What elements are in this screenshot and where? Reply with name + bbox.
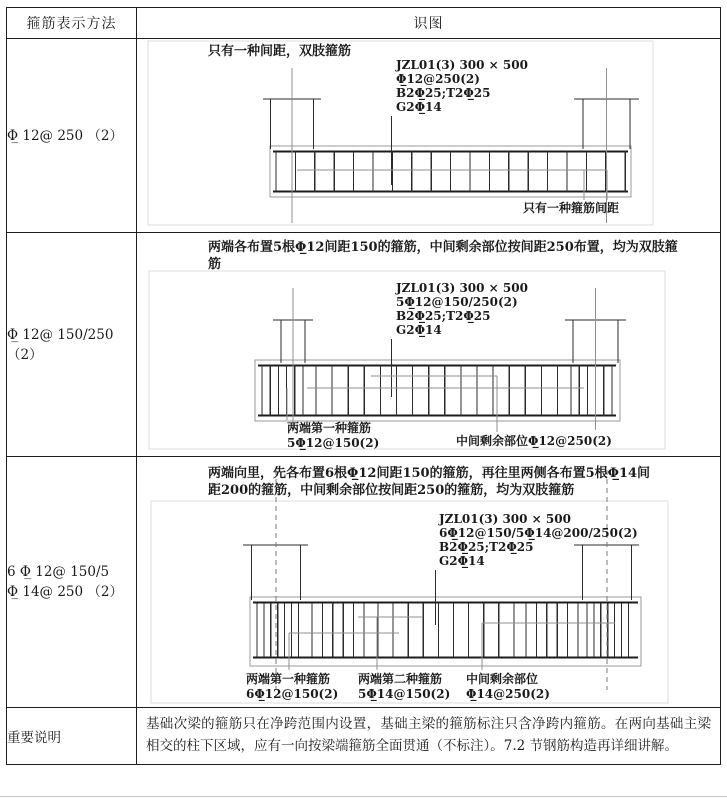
diagram-description: 两端向里，先各布置6根Φ̲12间距150的箍筋，再往里两侧各布置5根Φ̲14间距200的箍筋，中间剩余部位按间距250的箍筋，均为双肢箍筋 bbox=[208, 466, 651, 498]
diagram-description: 只有一种间距，双肢箍筋 bbox=[208, 44, 352, 59]
stirrups-middle bbox=[378, 603, 514, 657]
beam-annotation-line: B2Φ̲25;T2Φ̲25 bbox=[396, 86, 491, 100]
diagram-description: 两端各布置5根Φ̲12间距150的箍筋，中间剩余部位按间距250布置，均为双肢箍筋 bbox=[208, 240, 678, 272]
method-text: Φ̲ 12@ 250 （2） bbox=[7, 127, 123, 144]
beam-diagram-1 bbox=[137, 39, 720, 232]
diagram-cell-1 bbox=[137, 39, 721, 233]
beam-annotation-line: 6Φ̲12@150/5Φ̲14@200/250(2) bbox=[439, 526, 638, 540]
beam-diagram-3 bbox=[137, 457, 720, 707]
beam-annotation-line: B2Φ̲25;T2Φ̲25 bbox=[439, 540, 534, 554]
callout-end-stirrups: 两端第一种箍筋 5Φ̲12@150(2) bbox=[287, 421, 380, 450]
beam-annotation-line: Φ̲12@250(2) bbox=[396, 72, 480, 86]
beam-annotation-block bbox=[396, 281, 528, 337]
table-row bbox=[7, 233, 721, 457]
method-text: 6 Φ̲ 12@ 150/5 bbox=[7, 564, 110, 580]
table-row bbox=[7, 457, 721, 708]
callout-middle-stirrups: 中间剩余部位 Φ̲14@250(2) bbox=[466, 672, 550, 701]
beam-annotation-line: B2Φ̲25;T2Φ̲25 bbox=[396, 309, 491, 323]
callout-middle-stirrups: 中间剩余部位Φ̲12@250(2) bbox=[456, 434, 612, 448]
stirrups-end-dense-right bbox=[571, 365, 612, 416]
table-row bbox=[7, 708, 721, 765]
stirrups-zone2-right bbox=[526, 603, 578, 657]
table-row bbox=[7, 39, 721, 233]
beam-annotation-line: G2Φ̲14 bbox=[396, 323, 442, 337]
diagram-cell-3 bbox=[137, 457, 721, 708]
beam-annotation-block bbox=[396, 58, 528, 114]
table-header-row bbox=[7, 8, 721, 39]
important-note-label: 重要说明 bbox=[7, 708, 137, 765]
important-note-cell bbox=[137, 708, 721, 765]
method-cell-1 bbox=[7, 39, 137, 233]
beam-annotation-block bbox=[439, 512, 638, 568]
stirrups-end-dense-left bbox=[262, 365, 303, 416]
callout-second-end-stirrups: 两端第二种箍筋 5Φ̲14@150(2) bbox=[358, 672, 451, 701]
stirrups-zone1-right bbox=[587, 603, 628, 657]
beam-annotation-line: JZL01(3) 300 × 500 bbox=[439, 512, 571, 526]
stirrups-uniform bbox=[276, 151, 625, 192]
stirrups-zone2-left bbox=[312, 603, 364, 657]
stirrup-notation-table bbox=[6, 7, 721, 765]
stirrups-middle bbox=[316, 365, 558, 416]
method-cell-3 bbox=[7, 457, 137, 708]
beam-annotation-line: G2Φ̲14 bbox=[396, 100, 442, 114]
callout-single-spacing: 只有一种箍筋间距 bbox=[523, 201, 620, 215]
column-header-method: 箍筋表示方法 bbox=[7, 8, 137, 39]
column-header-diagram: 识图 bbox=[137, 8, 721, 39]
callout-first-end-stirrups: 两端第一种箍筋 6Φ̲12@150(2) bbox=[246, 672, 339, 701]
beam-annotation-line: G2Φ̲14 bbox=[439, 554, 485, 568]
important-note-text: 基础次梁的箍筋只在净跨范围内设置，基础主梁的箍筋标注只含净跨内箍筋。在两向基础主梁相交的柱下区域，应有一向按梁端箍筋全面贯通（不标注）。7.2 节钢筋构造再详细讲解。 bbox=[146, 716, 711, 754]
beam-annotation-line: JZL01(3) 300 × 500 bbox=[396, 58, 528, 72]
stirrups-zone1-left bbox=[257, 603, 298, 657]
method-text: Φ̲ 12@ 150/250 （2） bbox=[7, 326, 114, 363]
scan-edge-line bbox=[0, 796, 727, 797]
method-text: Φ̲ 14@ 250 （2） bbox=[7, 584, 123, 600]
beam-diagram-2 bbox=[137, 233, 720, 456]
beam-annotation-line: JZL01(3) 300 × 500 bbox=[396, 281, 528, 295]
method-cell-2 bbox=[7, 233, 137, 457]
beam-annotation-line: 5Φ̲12@150/250(2) bbox=[396, 295, 518, 309]
diagram-cell-2 bbox=[137, 233, 721, 457]
